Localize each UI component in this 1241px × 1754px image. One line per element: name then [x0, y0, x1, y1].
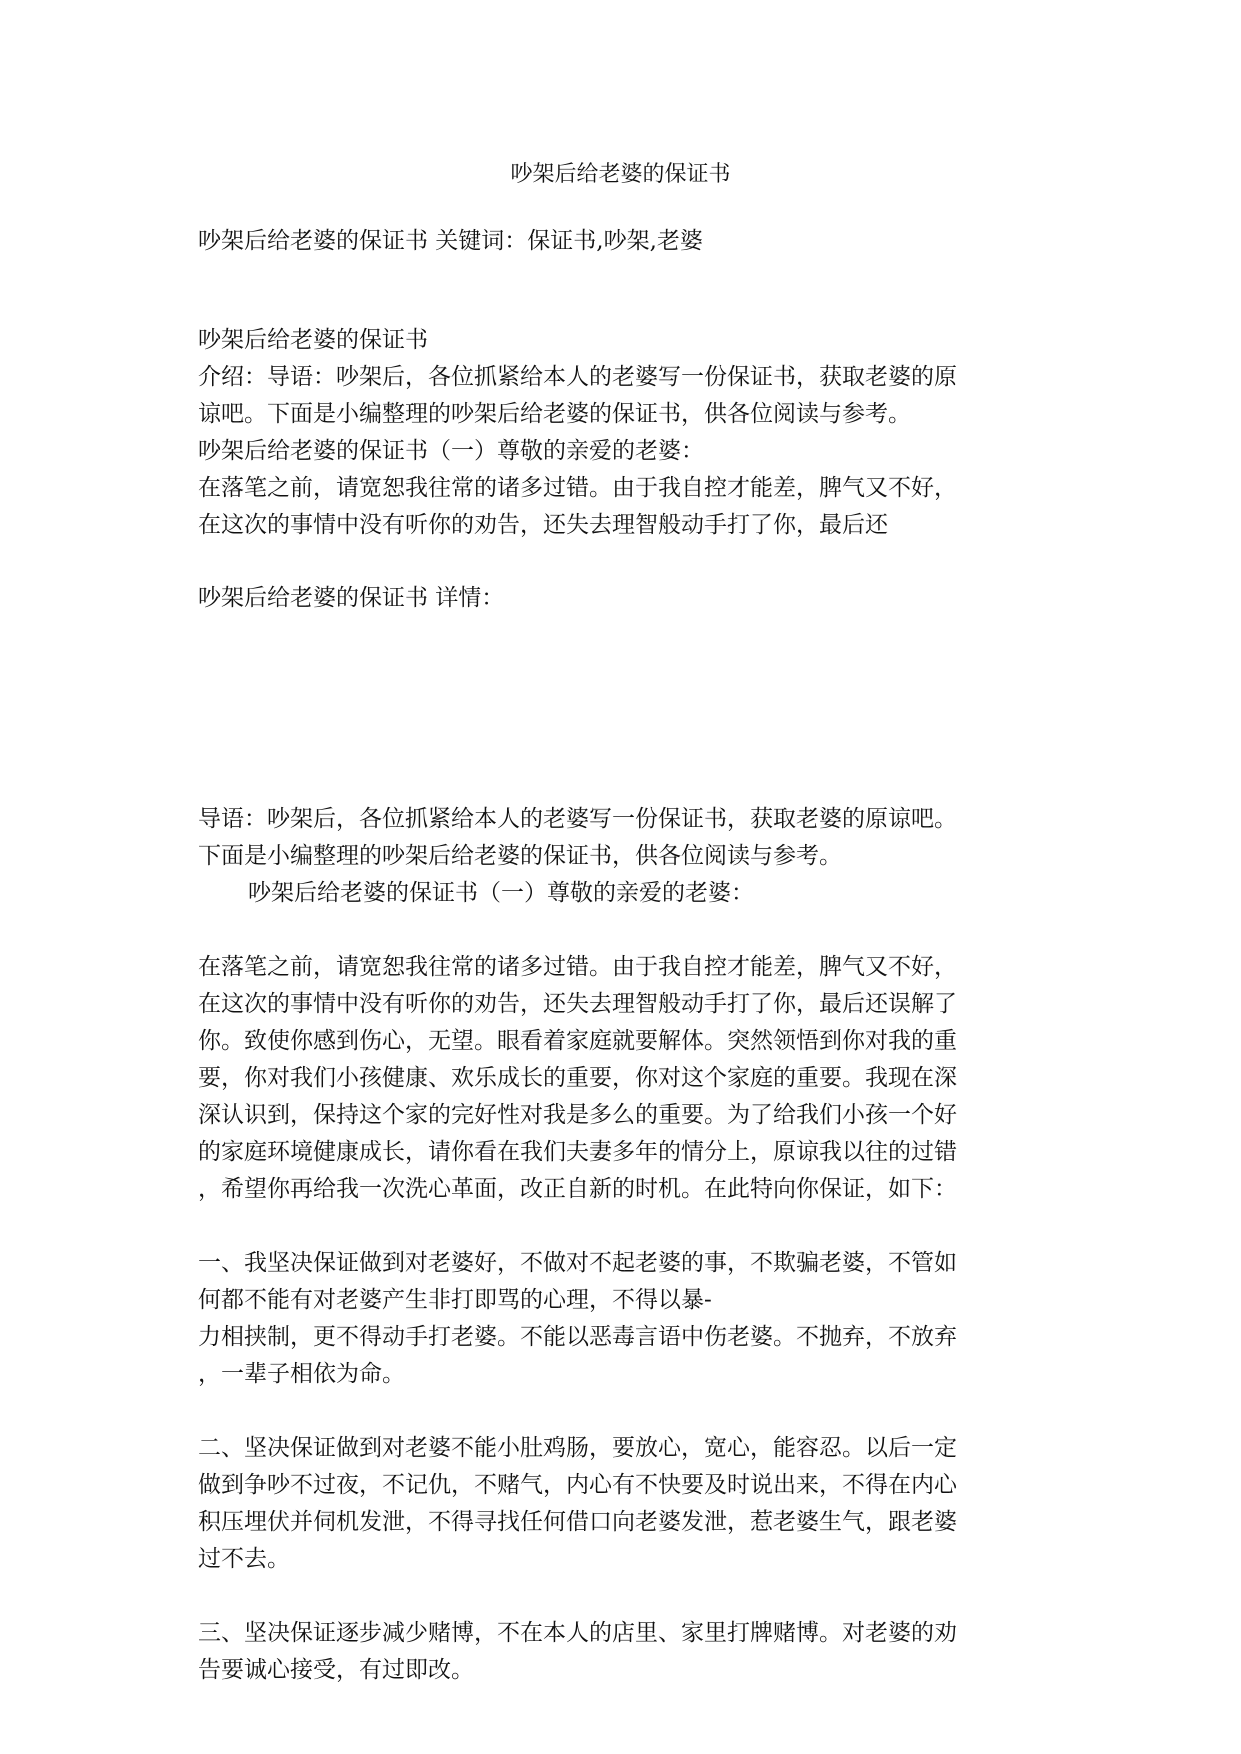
paragraph-3-line: 做到争吵不过夜，不记仇，不赌气，内心有不快要及时说出来，不得在内心	[198, 1472, 957, 1498]
summary-line: 在落笔之前，请宽恕我往常的诸多过错。由于我自控才能差，脾气又不好，	[198, 475, 957, 501]
details-label-section	[198, 580, 1038, 617]
paragraph-gap	[198, 912, 1038, 949]
paragraph-gap	[198, 1393, 1038, 1430]
keywords-text: 吵架后给老婆的保证书 关键词：保证书,吵架,老婆	[198, 228, 703, 254]
paragraph-gap	[198, 1208, 1038, 1245]
paragraph-1-line: ，希望你再给我一次洗心革面，改正自新的时机。在此特向你保证，如下：	[198, 1176, 957, 1202]
paragraph-2-line: ，一辈子相依为命。	[198, 1361, 405, 1387]
paragraph-3-line: 二、坚决保证做到对老婆不能小肚鸡肠，要放心，宽心，能容忍。以后一定	[198, 1435, 957, 1461]
document-title: 吵架后给老婆的保证书	[510, 162, 731, 187]
paragraph-3-line: 过不去。	[198, 1546, 290, 1572]
paragraph-1-line: 要，你对我们小孩健康、欢乐成长的重要，你对这个家庭的重要。我现在深	[198, 1065, 957, 1091]
summary-line: 谅吧。下面是小编整理的吵架后给老婆的保证书，供各位阅读与参考。	[198, 401, 911, 427]
paragraph-1-line: 你。致使你感到伤心，无望。眼看着家庭就要解体。突然领悟到你对我的重	[198, 1028, 957, 1054]
summary-section	[198, 322, 1038, 544]
paragraph-3-line: 积压埋伏并伺机发泄，不得寻找任何借口向老婆发泄，惹老婆生气，跟老婆	[198, 1509, 957, 1535]
paragraph-4-line: 告要诚心接受，有过即改。	[198, 1657, 474, 1683]
paragraph-2-line: 何都不能有对老婆产生非打即骂的心理，不得以暴-	[198, 1287, 712, 1313]
summary-line: 在这次的事情中没有听你的劝告，还失去理智般动手打了你，最后还	[198, 512, 888, 538]
paragraph-1-line: 的家庭环境健康成长，请你看在我们夫妻多年的情分上，原谅我以往的过错	[198, 1139, 957, 1165]
paragraph-2-line: 一、我坚决保证做到对老婆好，不做对不起老婆的事，不欺骗老婆，不管如	[198, 1250, 957, 1276]
summary-line: 吵架后给老婆的保证书（一）尊敬的亲爱的老婆：	[198, 438, 704, 464]
intro-line: 导语：吵架后，各位抓紧给本人的老婆写一份保证书，获取老婆的原谅吧。	[198, 806, 957, 832]
salutation: 吵架后给老婆的保证书（一）尊敬的亲爱的老婆：	[248, 880, 754, 906]
paragraph-1-line: 在落笔之前，请宽恕我往常的诸多过错。由于我自控才能差，脾气又不好，	[198, 954, 957, 980]
paragraph-gap	[198, 1578, 1038, 1615]
paragraph-2-line: 力相挟制，更不得动手打老婆。不能以恶毒言语中伤老婆。不抛弃，不放弃	[198, 1324, 957, 1350]
keywords-line	[198, 223, 1038, 260]
paragraph-1-line: 深认识到，保持这个家的完好性对我是多么的重要。为了给我们小孩一个好	[198, 1102, 957, 1128]
paragraph-4-line: 三、坚决保证逐步减少赌博，不在本人的店里、家里打牌赌博。对老婆的劝	[198, 1620, 957, 1646]
paragraph-1-line: 在这次的事情中没有听你的劝告，还失去理智般动手打了你，最后还误解了	[198, 991, 957, 1017]
details-label: 吵架后给老婆的保证书 详情：	[198, 585, 505, 611]
body-section	[198, 801, 1038, 1689]
summary-heading: 吵架后给老婆的保证书	[198, 327, 428, 353]
summary-line: 介绍：导语：吵架后，各位抓紧给本人的老婆写一份保证书，获取老婆的原	[198, 364, 957, 390]
intro-line: 下面是小编整理的吵架后给老婆的保证书，供各位阅读与参考。	[198, 843, 842, 869]
